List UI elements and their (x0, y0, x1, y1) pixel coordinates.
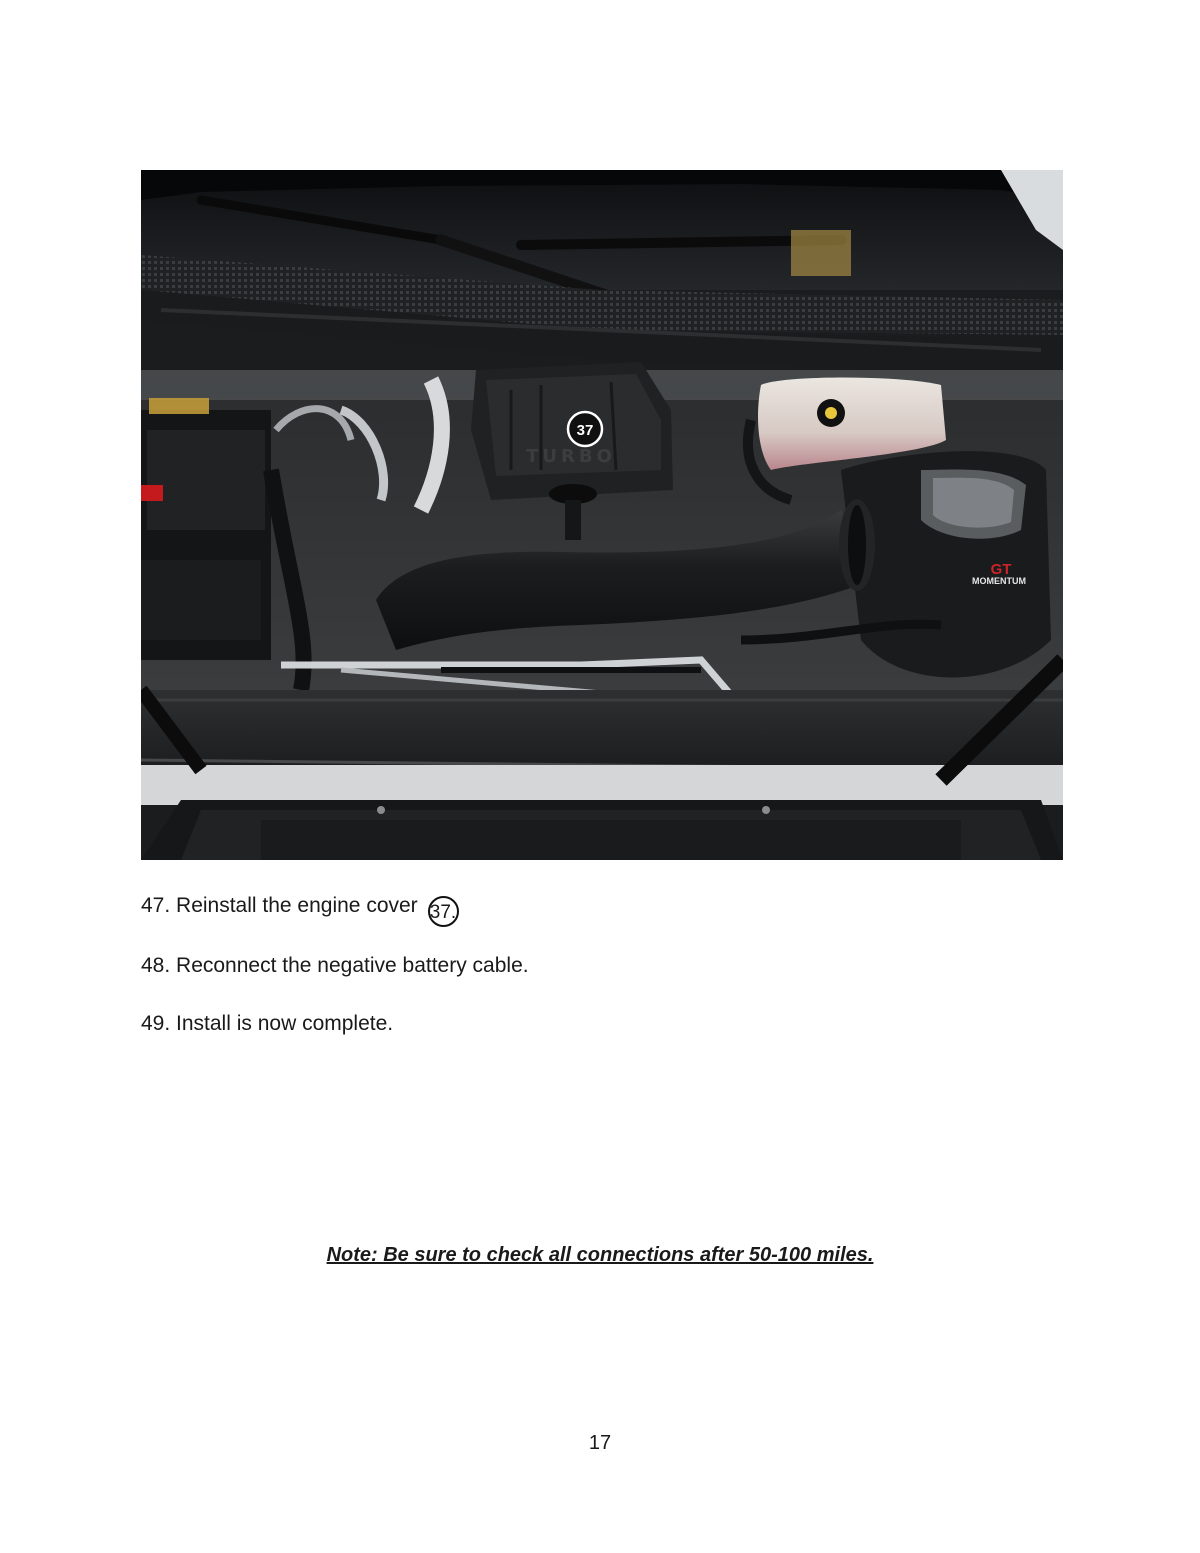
engine-bay-photo (141, 170, 1063, 860)
callout-37-label: 37 (576, 422, 594, 439)
intake-brand: MOMENTUM (972, 576, 1026, 586)
callout-37-inline: 37. (428, 896, 459, 927)
step-47 (141, 893, 459, 927)
step-49: 49. Install is now complete. (141, 1012, 394, 1035)
callout-37-badge (568, 412, 602, 446)
note-text: Note: Be sure to check all connections after 50-100 miles. (326, 1244, 874, 1266)
step-48: 48. Reconnect the negative battery cable. (141, 954, 529, 977)
page-number: 17 (588, 1432, 612, 1454)
engine-cover-text: TURBO (526, 446, 616, 467)
step-47-text: 47. Reinstall the engine cover (141, 894, 418, 917)
intake-badge: GT (990, 561, 1012, 578)
